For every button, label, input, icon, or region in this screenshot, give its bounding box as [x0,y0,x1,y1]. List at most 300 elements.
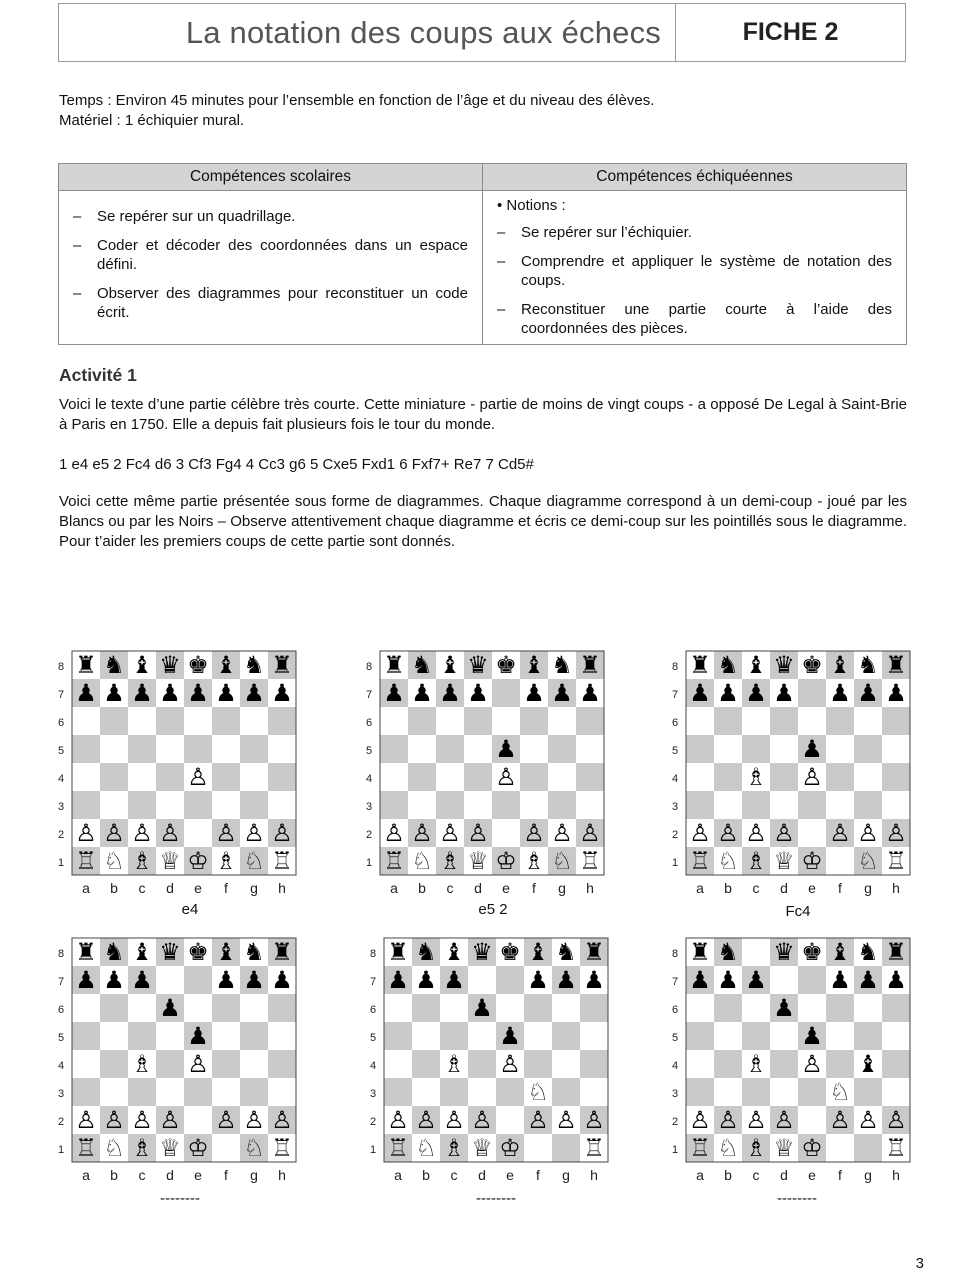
activity-instructions: Voici cette même partie présentée sous forme de diagrammes. Chaque diagramme correspond à un demi-coup - joué par les Blancs ou par les Noirs – Observe attentivement chaque diagramme et écris ce demi-coup sur les pointillés sous le diagramme. Pour t’aider les premiers coups de cette partie sont donnés. [59,493,907,550]
white-pawn-icon: ♙ [829,819,851,847]
chessboard [364,935,618,1183]
white-queen-icon: ♕ [159,847,181,875]
white-pawn-icon: ♙ [75,819,97,847]
black-rook-icon: ♜ [271,651,293,679]
rank-label: 3 [365,801,373,813]
rank-label: 7 [671,689,679,701]
rank-label: 4 [671,1060,679,1072]
board-square [524,1022,552,1050]
file-label: g [558,880,566,896]
black-knight-icon: ♞ [857,938,879,966]
black-pawn-icon: ♟ [187,679,209,707]
black-pawn-icon: ♟ [499,1022,521,1050]
page-title: La notation des coups aux échecs [59,4,676,61]
board-square [742,1078,770,1106]
board-square [580,1078,608,1106]
board-square [100,735,128,763]
white-knight-icon: ♘ [103,1134,125,1162]
file-label: c [138,1167,146,1183]
white-knight-icon: ♘ [829,1078,851,1106]
board-square [580,994,608,1022]
black-pawn-icon: ♟ [857,679,879,707]
file-label: e [194,880,202,896]
board-square [156,1050,184,1078]
rank-label: 5 [57,1032,65,1044]
rank-label: 5 [671,1032,679,1044]
board-square [552,1134,580,1162]
black-knight-icon: ♞ [103,651,125,679]
board-square [464,735,492,763]
file-label: f [838,1167,842,1183]
board-square [496,1078,524,1106]
black-queen-icon: ♛ [467,651,489,679]
board-square [128,791,156,819]
white-pawn-icon: ♙ [523,819,545,847]
board-square [524,1134,552,1162]
black-bishop-icon: ♝ [131,651,153,679]
white-bishop-icon: ♗ [131,1050,153,1078]
board-square [714,994,742,1022]
rank-label: 8 [369,948,377,960]
black-pawn-icon: ♟ [471,994,493,1022]
black-pawn-icon: ♟ [829,966,851,994]
black-pawn-icon: ♟ [579,679,601,707]
black-knight-icon: ♞ [411,651,433,679]
board-square [576,735,604,763]
page-header [58,3,906,62]
file-label: g [562,1167,570,1183]
white-king-icon: ♔ [187,1134,209,1162]
chess-competences-list [497,223,892,338]
board-square [548,763,576,791]
board-square [770,966,798,994]
board-square [854,791,882,819]
black-pawn-icon: ♟ [215,679,237,707]
board-square [686,763,714,791]
file-label: h [892,1167,900,1183]
black-knight-icon: ♞ [415,938,437,966]
black-pawn-icon: ♟ [271,966,293,994]
board-square [412,1050,440,1078]
board-square [100,707,128,735]
black-bishop-icon: ♝ [215,651,237,679]
white-pawn-icon: ♙ [159,1106,181,1134]
white-king-icon: ♔ [495,847,517,875]
file-label: g [864,880,872,896]
rank-label: 2 [57,829,65,841]
board-square [854,735,882,763]
board-square [100,994,128,1022]
board-square [742,994,770,1022]
white-pawn-icon: ♙ [467,819,489,847]
answer-line: -------- [160,1190,200,1207]
white-pawn-icon: ♙ [187,763,209,791]
white-pawn-icon: ♙ [551,819,573,847]
rank-label: 6 [671,717,679,729]
board-square [742,791,770,819]
black-bishop-icon: ♝ [439,651,461,679]
board-square [384,1078,412,1106]
rank-label: 6 [671,1004,679,1016]
board-square [184,735,212,763]
white-knight-icon: ♘ [857,847,879,875]
rank-label: 2 [369,1116,377,1128]
board-square [798,966,826,994]
white-pawn-icon: ♙ [717,1106,739,1134]
board-square [826,791,854,819]
file-label: f [838,880,842,896]
white-pawn-icon: ♙ [801,1050,823,1078]
board-square [548,735,576,763]
board-square [440,1078,468,1106]
white-pawn-icon: ♙ [439,819,461,847]
board-square [492,791,520,819]
black-queen-icon: ♛ [773,651,795,679]
white-knight-icon: ♘ [411,847,433,875]
board-square [380,707,408,735]
black-rook-icon: ♜ [75,651,97,679]
rank-label: 5 [57,745,65,757]
board-square [468,1078,496,1106]
black-rook-icon: ♜ [583,938,605,966]
board-square [524,1050,552,1078]
black-pawn-icon: ♟ [159,994,181,1022]
board-square [520,763,548,791]
file-label: d [478,1167,486,1183]
black-pawn-icon: ♟ [773,994,795,1022]
board-square [184,966,212,994]
chess-diagram [666,648,920,896]
white-king-icon: ♔ [187,847,209,875]
board-square [240,1078,268,1106]
board-square [714,707,742,735]
board-square [100,791,128,819]
file-label: d [166,1167,174,1183]
white-pawn-icon: ♙ [885,819,907,847]
file-label: h [586,880,594,896]
school-competences-cell [59,191,483,345]
black-pawn-icon: ♟ [857,966,879,994]
white-pawn-icon: ♙ [159,819,181,847]
board-square [156,763,184,791]
rank-label: 3 [57,801,65,813]
file-label: h [590,1167,598,1183]
black-pawn-icon: ♟ [411,679,433,707]
rank-label: 5 [365,745,373,757]
white-pawn-icon: ♙ [689,819,711,847]
black-king-icon: ♚ [495,651,517,679]
rank-label: 8 [57,948,65,960]
black-pawn-icon: ♟ [555,966,577,994]
board-square [854,1078,882,1106]
black-pawn-icon: ♟ [689,679,711,707]
black-pawn-icon: ♟ [689,966,711,994]
rank-label: 7 [57,976,65,988]
black-knight-icon: ♞ [551,651,573,679]
white-pawn-icon: ♙ [717,819,739,847]
white-pawn-icon: ♙ [773,819,795,847]
black-pawn-icon: ♟ [75,679,97,707]
board-square [686,735,714,763]
board-square [212,1050,240,1078]
board-square [100,1050,128,1078]
rank-label: 1 [671,1144,679,1156]
board-square [380,735,408,763]
white-king-icon: ♔ [499,1134,521,1162]
activity-title: Activité 1 [59,365,137,385]
black-pawn-icon: ♟ [443,966,465,994]
white-pawn-icon: ♙ [215,1106,237,1134]
black-rook-icon: ♜ [75,938,97,966]
black-pawn-icon: ♟ [243,966,265,994]
board-square [798,707,826,735]
board-square [128,1022,156,1050]
board-square [552,1050,580,1078]
board-square [72,994,100,1022]
white-queen-icon: ♕ [159,1134,181,1162]
board-square [882,735,910,763]
file-label: e [808,1167,816,1183]
board-square [268,763,296,791]
chess-competences-cell [483,191,907,345]
white-bishop-icon: ♗ [745,1134,767,1162]
board-square [552,994,580,1022]
white-pawn-icon: ♙ [243,1106,265,1134]
board-square [184,1078,212,1106]
board-square [686,994,714,1022]
board-square [464,763,492,791]
board-square [714,1050,742,1078]
white-rook-icon: ♖ [885,1134,907,1162]
board-square [212,1022,240,1050]
list-item: – Coder et décoder des coordonnées dans un espace défini. [73,236,468,274]
chess-diagram [52,935,306,1183]
black-pawn-icon: ♟ [801,1022,823,1050]
white-queen-icon: ♕ [471,1134,493,1162]
black-pawn-icon: ♟ [387,966,409,994]
rank-label: 4 [365,773,373,785]
board-square [714,1022,742,1050]
white-pawn-icon: ♙ [103,1106,125,1134]
white-pawn-icon: ♙ [215,819,237,847]
board-square [436,763,464,791]
file-label: b [724,880,732,896]
rank-label: 2 [671,1116,679,1128]
board-square [156,1078,184,1106]
file-label: f [532,880,536,896]
board-square [412,1022,440,1050]
board-square [436,791,464,819]
white-pawn-icon: ♙ [829,1106,851,1134]
board-square [268,791,296,819]
black-king-icon: ♚ [187,938,209,966]
board-square [128,735,156,763]
chess-diagram [360,648,614,896]
file-label: b [110,1167,118,1183]
file-label: b [422,1167,430,1183]
white-bishop-icon: ♗ [131,847,153,875]
white-pawn-icon: ♙ [131,819,153,847]
notions-label: • Notions : [497,197,566,214]
board-square [412,1078,440,1106]
black-rook-icon: ♜ [689,938,711,966]
board-square [240,735,268,763]
diagram-caption: Fc4 [785,903,811,920]
page-number: 3 [915,1255,924,1272]
board-square [384,994,412,1022]
rank-label: 6 [57,1004,65,1016]
board-square [798,819,826,847]
board-square [742,735,770,763]
activity-intro: Voici le texte d’une partie célèbre très courte. Cette miniature - partie de moins de vingt coups - a opposé De Legal à Saint-Brie à Paris en 1750. Elle a depuis fait plusieurs fois le tour du monde. [59,396,907,433]
black-pawn-icon: ♟ [773,679,795,707]
white-pawn-icon: ♙ [415,1106,437,1134]
rank-label: 1 [671,857,679,869]
board-square [212,735,240,763]
board-square [268,1050,296,1078]
chessboard [52,935,306,1183]
rank-label: 3 [369,1088,377,1100]
white-rook-icon: ♖ [579,847,601,875]
board-square [882,791,910,819]
board-square [714,791,742,819]
black-knight-icon: ♞ [717,938,739,966]
board-square [580,1022,608,1050]
black-knight-icon: ♞ [555,938,577,966]
board-square [576,763,604,791]
board-square [440,994,468,1022]
board-square [520,707,548,735]
black-pawn-icon: ♟ [383,679,405,707]
black-pawn-icon: ♟ [583,966,605,994]
black-rook-icon: ♜ [387,938,409,966]
white-pawn-icon: ♙ [443,1106,465,1134]
chessboard [52,648,306,896]
board-square [384,1022,412,1050]
board-square [520,791,548,819]
file-label: g [250,880,258,896]
white-rook-icon: ♖ [383,847,405,875]
black-pawn-icon: ♟ [187,1022,209,1050]
black-pawn-icon: ♟ [495,735,517,763]
board-square [798,791,826,819]
board-square [412,994,440,1022]
list-item: – Se repérer sur un quadrillage. [73,207,468,226]
board-square [492,679,520,707]
file-label: e [808,880,816,896]
white-pawn-icon: ♙ [131,1106,153,1134]
rank-label: 4 [671,773,679,785]
board-square [882,1050,910,1078]
board-square [714,763,742,791]
rank-label: 8 [57,661,65,673]
black-bishop-icon: ♝ [443,938,465,966]
board-square [798,1078,826,1106]
board-square [184,707,212,735]
board-square [100,1078,128,1106]
board-square [714,1078,742,1106]
black-pawn-icon: ♟ [271,679,293,707]
board-square [882,1022,910,1050]
board-square [128,1078,156,1106]
board-square [742,707,770,735]
file-label: g [864,1167,872,1183]
white-pawn-icon: ♙ [689,1106,711,1134]
board-square [156,735,184,763]
board-square [882,707,910,735]
rank-label: 4 [57,1060,65,1072]
board-square [384,1050,412,1078]
black-pawn-icon: ♟ [885,679,907,707]
board-square [212,1134,240,1162]
black-pawn-icon: ♟ [717,679,739,707]
board-square [468,966,496,994]
board-square [128,707,156,735]
board-square [770,1050,798,1078]
board-square [380,763,408,791]
white-pawn-icon: ♙ [411,819,433,847]
board-square [854,1134,882,1162]
board-square [826,763,854,791]
board-square [686,1078,714,1106]
board-square [212,763,240,791]
black-rook-icon: ♜ [885,651,907,679]
white-pawn-icon: ♙ [103,819,125,847]
file-label: c [752,880,760,896]
chessboard [666,648,920,896]
board-square [492,819,520,847]
chessboard [360,648,614,896]
black-knight-icon: ♞ [717,651,739,679]
white-pawn-icon: ♙ [75,1106,97,1134]
white-rook-icon: ♖ [271,847,293,875]
board-square [380,791,408,819]
board-square [576,707,604,735]
board-square [798,1106,826,1134]
board-square [826,1050,854,1078]
rank-label: 8 [671,661,679,673]
board-square [212,791,240,819]
file-label: d [780,880,788,896]
rank-label: 4 [57,773,65,785]
black-knight-icon: ♞ [243,651,265,679]
board-square [548,791,576,819]
black-bishop-icon: ♝ [829,938,851,966]
black-rook-icon: ♜ [579,651,601,679]
black-pawn-icon: ♟ [103,679,125,707]
board-square [580,1050,608,1078]
board-square [240,763,268,791]
competences-table [58,163,907,345]
white-knight-icon: ♘ [243,847,265,875]
black-pawn-icon: ♟ [745,966,767,994]
file-label: a [82,880,90,896]
black-queen-icon: ♛ [471,938,493,966]
black-pawn-icon: ♟ [439,679,461,707]
board-square [212,994,240,1022]
file-label: b [418,880,426,896]
rank-label: 6 [365,717,373,729]
rank-label: 3 [671,801,679,813]
white-bishop-icon: ♗ [745,763,767,791]
board-square [882,763,910,791]
file-label: c [752,1167,760,1183]
white-pawn-icon: ♙ [499,1050,521,1078]
black-rook-icon: ♜ [271,938,293,966]
board-square [714,735,742,763]
black-pawn-icon: ♟ [243,679,265,707]
black-queen-icon: ♛ [159,938,181,966]
